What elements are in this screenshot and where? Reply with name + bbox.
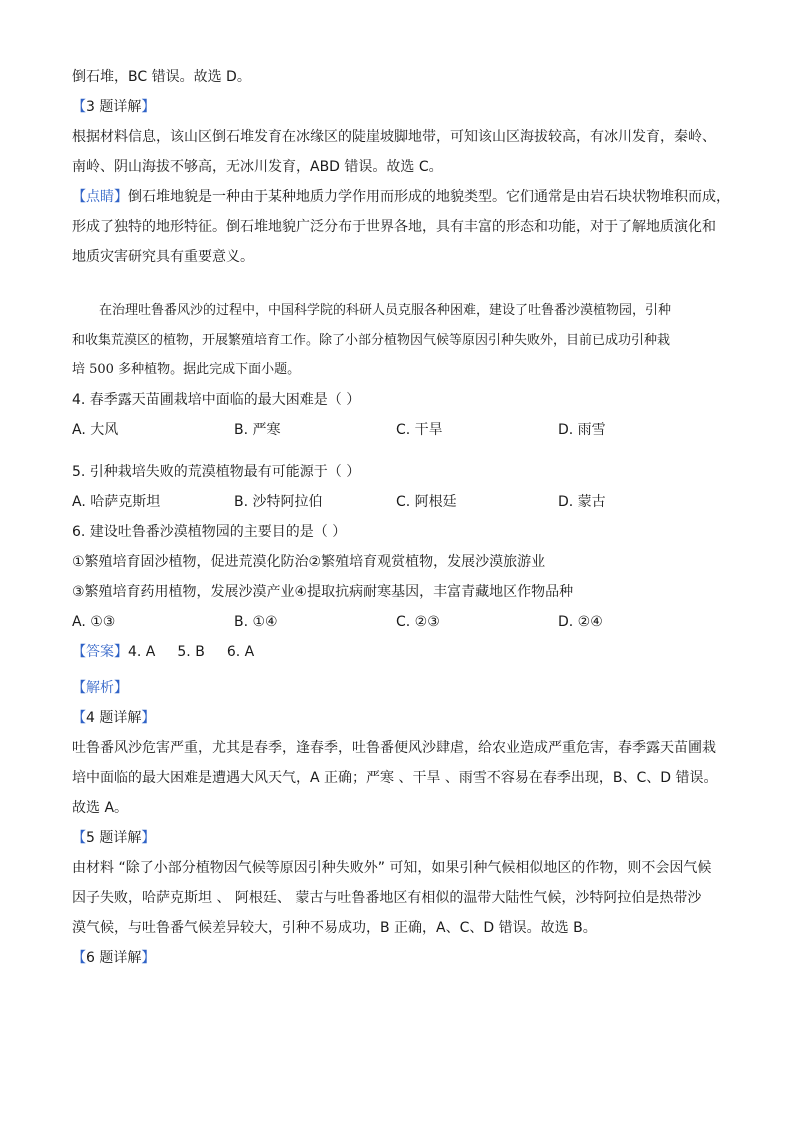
answer-line (72, 637, 732, 667)
option-row (72, 487, 732, 517)
option-b: B. 严寒 (234, 421, 281, 438)
analysis-label: 【解析】 (72, 679, 128, 696)
text-line: 地质灾害研究具有重要意义。 (72, 249, 254, 265)
document-page (72, 62, 732, 973)
heading-text: 3 题详解 (86, 99, 142, 115)
q3-detail-heading (72, 92, 732, 122)
option-c: C. ②③ (396, 613, 440, 630)
option-a: A. 哈萨克斯坦 (72, 493, 161, 510)
text-line: 南岭、阴山海拔不够高，无冰川发育，ABD 错误。故选 C。 (72, 159, 443, 175)
passage-line: 培 500 多种植物。据此完成下面小题。 (72, 362, 301, 377)
bracket-right: 】 (141, 99, 156, 115)
option-row (72, 415, 732, 445)
heading-text: 4 题详解 (86, 709, 142, 726)
q4-detail-heading (72, 703, 732, 733)
question-stem: 6. 建设吐鲁番沙漠植物园的主要目的是（ ） (72, 523, 347, 540)
heading-text: 6 题详解 (86, 949, 142, 966)
text-line: 吐鲁番风沙危害严重，尤其是春季，逢春季，吐鲁番便风沙肆虐，给农业造成严重危害，春季露天苗圃栽 (72, 739, 716, 756)
q6-detail-heading (72, 943, 732, 973)
option-d: D. ②④ (558, 613, 603, 630)
option-b: B. ①④ (234, 613, 278, 630)
answer-label: 【答案】 (72, 643, 128, 660)
option-a: A. 大风 (72, 421, 119, 438)
text-line: 漠气候，与吐鲁番气候差异较大，引种不易成功，B 正确，A、C、D 错误。故选 B。 (72, 919, 597, 936)
bracket-right: 】 (141, 709, 156, 726)
question-stem: 5. 引种栽培失败的荒漠植物最有可能源于（ ） (72, 463, 361, 480)
question-stem: 4. 春季露天苗圃栽培中面临的最大困难是（ ） (72, 391, 361, 408)
q5-detail-heading (72, 823, 732, 853)
bracket-left: 【 (72, 709, 86, 726)
bracket-left: 【 (72, 829, 86, 846)
answer-4: 4. A (128, 643, 156, 660)
answer-5: 5. B (177, 643, 205, 660)
bracket-left: 【 (72, 99, 86, 115)
passage-line: 和收集荒漠区的植物，开展繁殖培育工作。除了小部分植物因气候等原因引种失败外，目前已成功引种栽 (72, 332, 671, 348)
text-line: 因子失败，哈萨克斯坦 、 阿根廷、 蒙古与吐鲁番地区有相似的温带大陆性气候，沙特阿拉伯是热带沙 (72, 889, 702, 906)
option-b: B. 沙特阿拉伯 (234, 493, 323, 510)
tip-text: 倒石堆地貌是一种由于某种地质力学作用而形成的地貌类型。它们通常是由岩石块状物堆积而成， (128, 189, 730, 205)
tip-paragraph-line (72, 182, 732, 212)
option-c: C. 阿根廷 (396, 493, 457, 510)
option-d: D. 雨雪 (558, 421, 606, 438)
bracket-right: 】 (141, 949, 156, 966)
text-line: 形成了独特的地形特征。倒石堆地貌广泛分布于世界各地，具有丰富的形态和功能，对于了解地质演化和 (72, 219, 716, 235)
text-line: 倒石堆，BC 错误。故选 D。 (72, 69, 251, 85)
text-line: 培中面临的最大困难是遭遇大风天气，A 正确；严寒 、干旱 、雨雪不容易在春季出现，B、C、D 错误。 (72, 769, 718, 786)
bracket-right: 】 (141, 829, 156, 846)
option-d: D. 蒙古 (558, 493, 606, 510)
option-a: A. ①③ (72, 613, 116, 630)
question-statement: ③繁殖培育药用植物，发展沙漠产业④提取抗病耐寒基因，丰富青藏地区作物品种 (72, 583, 574, 600)
text-line: 根据材料信息，该山区倒石堆发育在冰缘区的陡崖坡脚地带，可知该山区海拔较高，有冰川发育，秦岭、 (72, 129, 716, 145)
heading-text: 5 题详解 (86, 829, 142, 846)
question-statement: ①繁殖培育固沙植物，促进荒漠化防治②繁殖培育观赏植物，发展沙漠旅游业 (72, 553, 546, 570)
tip-label: 【点睛】 (72, 189, 128, 205)
answer-6: 6. A (226, 643, 255, 660)
text-line: 由材料 “除了小部分植物因气候等原因引种失败外” 可知，如果引种气候相似地区的作物，则不会因气候 (72, 859, 712, 876)
option-row (72, 607, 732, 637)
text-line: 故选 A。 (72, 799, 129, 816)
bracket-left: 【 (72, 949, 86, 966)
passage-line: 在治理吐鲁番风沙的过程中，中国科学院的科研人员克服各种困难，建设了吐鲁番沙漠植物园，引种 (99, 303, 672, 318)
option-c: C. 干旱 (396, 421, 443, 438)
